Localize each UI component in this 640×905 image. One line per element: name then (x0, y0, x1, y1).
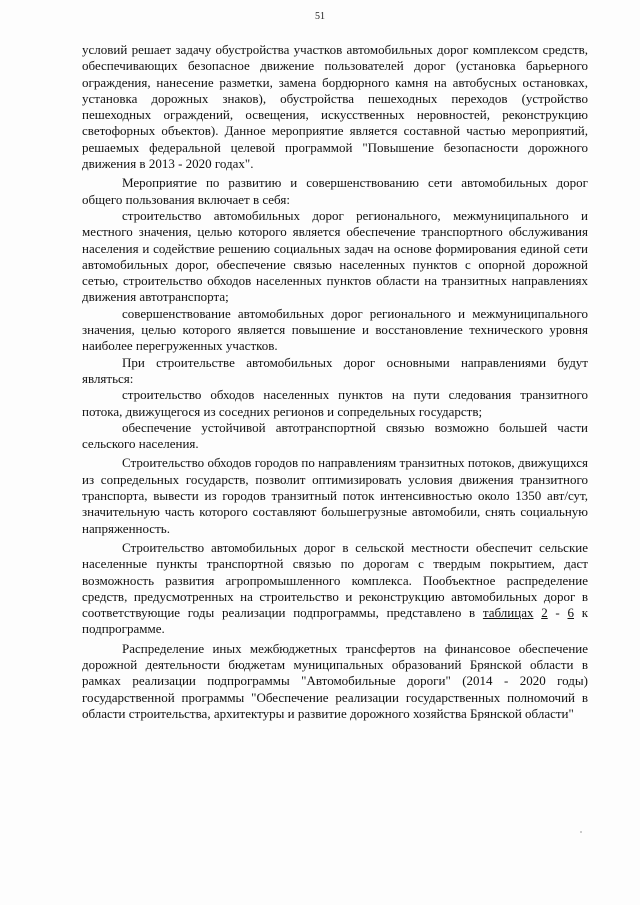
paragraph-7: обеспечение устойчивой автотранспортной связью возможно большей части сельского населения. (82, 419, 588, 452)
table-ref-dash: - (555, 605, 560, 621)
paragraph-3: строительство автомобильных дорог регионального, межмуниципального и местного значения, целью которого является обеспечение транспортного обслуживания населения и содействие решению социальных задач на основе формирования единой сети автомобильных дорог, обеспечение связью населенных пунктов с опорной дорожной сетью, строительство обходов населенных пунктов области на транзитных направлениях движения автотранспорта; (82, 207, 588, 305)
paragraph-2: Мероприятие по развитию и совершенствованию сети автомобильных дорог общего пользования включает в себя: (82, 175, 588, 207)
paragraph-5: При строительстве автомобильных дорог основными направлениями будут являться: (82, 354, 588, 386)
table-ref-first[interactable]: 2 (541, 605, 548, 621)
paragraph-9 (82, 540, 588, 638)
table-ref-link[interactable]: таблицах (482, 605, 534, 621)
paragraph-6: строительство обходов населенных пунктов на пути следования транзитного потока, движущегося из соседних регионов и сопредельных государств; (82, 387, 588, 419)
paragraph-1: условий решает задачу обустройства участков автомобильных дорог комплексом средств, обеспечивающих безопасное движение пользователей дорог (установка барьерного ограждения, нанесение разметки, замена бордюрного камня на автобусных остановках, установка дорожных знаков), обустройства пешеходных переходов (устройство пешеходных ограждений, освещения, искусственных неровностей, реконструкцию светофорных объектов). Данное мероприятие является составной частью мероприятий, решаемых федеральной целевой программой "Повышение безопасности дорожного движения в 2013 - 2020 годах". (82, 42, 588, 172)
page-number: 51 (315, 11, 325, 22)
paragraph-10: Распределение иных межбюджетных трансфертов на финансовое обеспечение дорожной деятельности бюджетам муниципальных образований Брянской области в рамках реализации подпрограммы "Автомобильные дороги" (2014 - 2020 годы) государственной программы "Обеспечение реализации государственных полномочий в области строительства, архитектуры и развитие дорожного хозяйства Брянской области" (82, 640, 588, 721)
paragraph-9-text: Строительство автомобильных дорог в сельской местности обеспечит сельские населенные пункты транспортной связью по дорогам с твердым покрытием, даст возможность развития агропромышленного комплекса. Пообъектное распределение средств, предусмотренных на строительство и реконструкцию автомобильных дорог в соответствующие годы реализации подпрограммы, представлено в (82, 539, 588, 621)
table-ref-last[interactable]: 6 (567, 605, 574, 621)
body-text (82, 42, 588, 722)
paragraph-8: Строительство обходов городов по направлениям транзитных потоков, движущихся из сопредельных государств, позволит оптимизировать условия движения транзитного транспорта, вывести из городов транзитный поток интенсивностью около 1350 авт/сут, значительную часть которого составляют большегрузные автомобили, снять социальную напряженность. (82, 455, 588, 536)
paragraph-4: совершенствование автомобильных дорог регионального и межмуниципального значения, целью которого является повышение и восстановление технического уровня наиболее перегруженных участков. (82, 305, 588, 354)
scan-speck (580, 831, 582, 833)
table-ref-tail: к подпрограмме. (82, 605, 589, 637)
